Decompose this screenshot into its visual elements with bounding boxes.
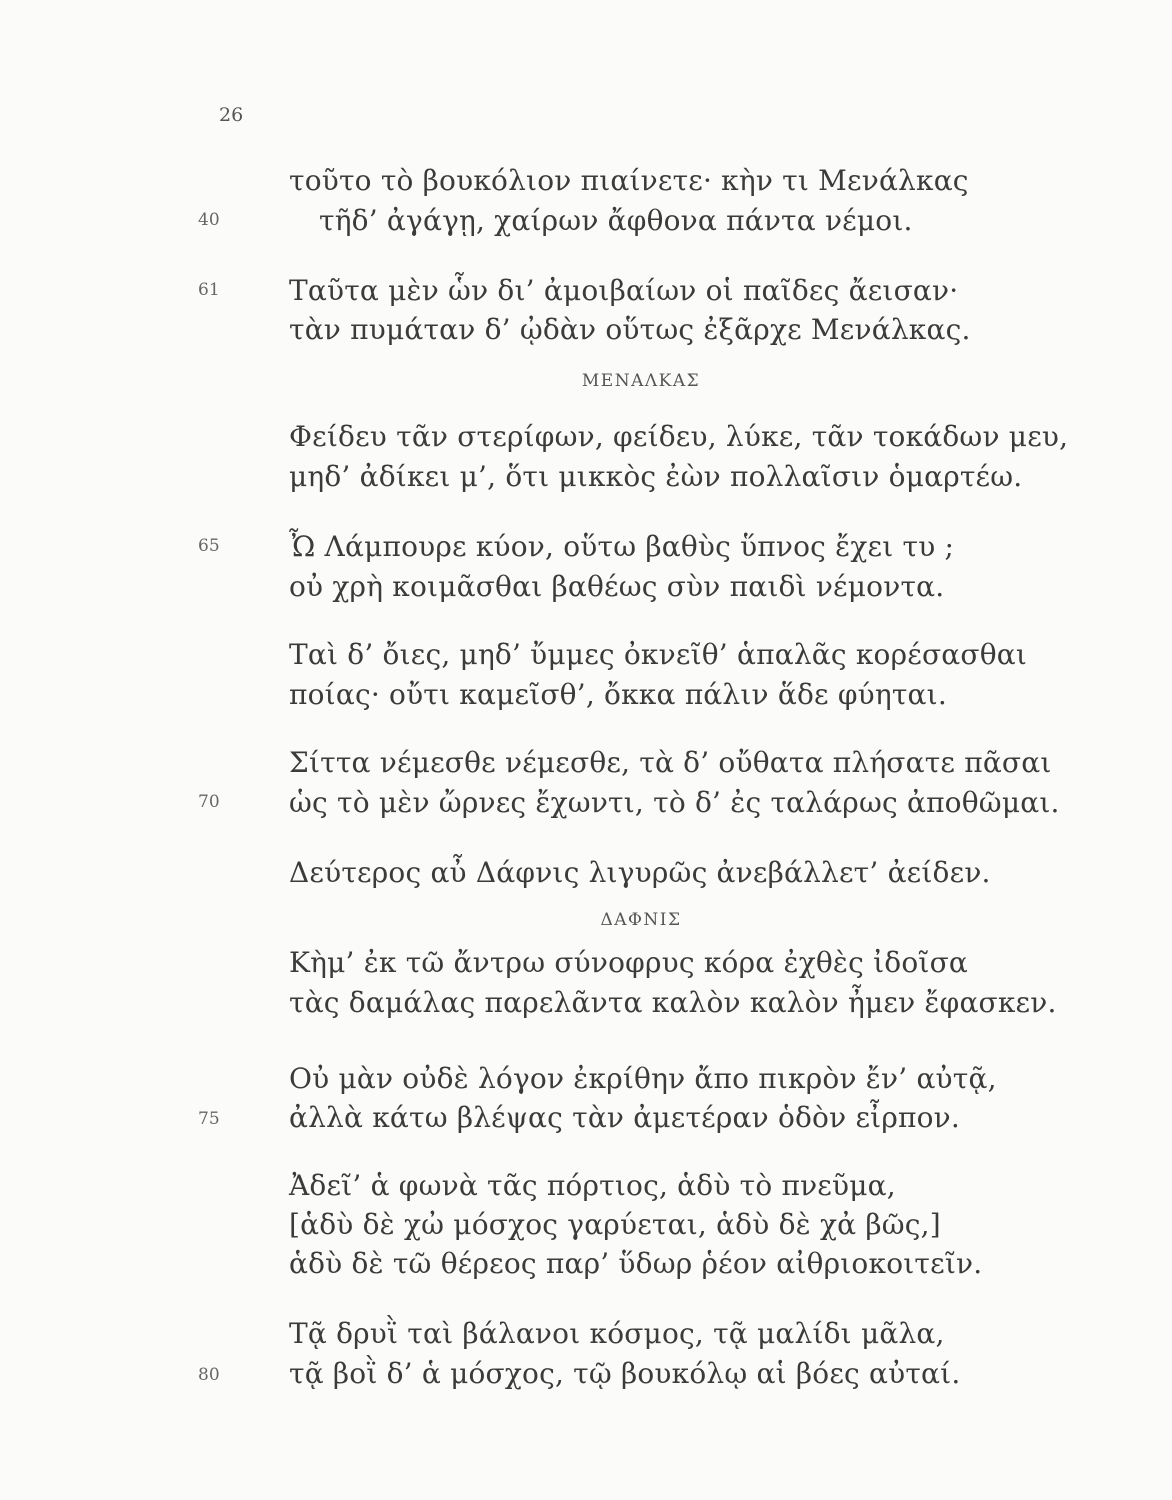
verse-line: Σίττα νέμεσθε νέμεσθε, τὰ δ’ οὔθατα πλήσατε πᾶσαι — [289, 746, 1052, 779]
verse-line: ὡς τὸ μὲν ὤρνες ἔχωντι, τὸ δ’ ἐς ταλάρως ἀποθῶμαι. — [289, 786, 1060, 819]
verse-line: Ταῦτα μὲν ὧν δι’ ἀμοιβαίων οἱ παῖδες ἄεισαν· — [289, 274, 959, 307]
verse-line: μηδ’ ἀδίκει μ’, ὅτι μικκὸς ἐὼν πολλαῖσιν ὁμαρτέω. — [289, 460, 1023, 493]
verse-line: Ταὶ δ’ ὄιες, μηδ’ ὔμμες ὀκνεῖθ’ ἁπαλᾶς κορέσασθαι — [289, 638, 1028, 671]
verse-line: Κὴμ’ ἐκ τῶ ἄντρω σύνοφρυς κόρα ἐχθὲς ἰδοῖσα — [289, 946, 969, 979]
verse-line: Τᾷ δρυῒ ταὶ βάλανοι κόσμος, τᾷ μαλίδι μᾶλα, — [289, 1317, 945, 1350]
line-number-70: 70 — [198, 792, 220, 812]
verse-line: ποίας· οὔτι καμεῖσθ’, ὄκκα πάλιν ἅδε φύηται. — [289, 678, 947, 711]
line-number-75: 75 — [198, 1109, 220, 1129]
verse-line: τῆδ’ ἀγάγῃ, χαίρων ἄφθονα πάντα νέμοι. — [319, 204, 913, 237]
verse-line: Δεύτερος αὖ Δάφνις λιγυρῶς ἀνεβάλλετ’ ἀείδεν. — [289, 856, 991, 889]
line-number-65: 65 — [198, 536, 220, 556]
page-number: 26 — [219, 104, 244, 126]
line-number-80: 80 — [198, 1365, 220, 1385]
verse-line: ἀλλὰ κάτω βλέψας τὰν ἀμετέραν ὁδὸν εἶρπον. — [289, 1101, 960, 1134]
line-number-61: 61 — [198, 280, 220, 300]
verse-line: τοῦτο τὸ βουκόλιον πιαίνετε· κὴν τι Μενάλκας — [289, 164, 969, 197]
verse-line: ἁδὺ δὲ τῶ θέρεος παρ’ ὕδωρ ῥέον αἰθριοκοιτεῖν. — [289, 1247, 983, 1280]
verse-line: [ἁδὺ δὲ χὠ μόσχος γαρύεται, ἁδὺ δὲ χἀ βῶς,] — [289, 1208, 941, 1241]
verse-line: οὐ χρὴ κοιμᾶσθαι βαθέως σὺν παιδὶ νέμοντα. — [289, 570, 945, 603]
verse-line: Φείδευ τᾶν στερίφων, φείδευ, λύκε, τᾶν τοκάδων μευ, — [289, 420, 1069, 453]
verse-line: τᾷ βοῒ δ’ ἁ μόσχος, τῷ βουκόλῳ αἱ βόες αὐταί. — [289, 1357, 961, 1390]
verse-line: Ἀδεῖ’ ἁ φωνὰ τᾶς πόρτιος, ἁδὺ τὸ πνεῦμα, — [289, 1169, 896, 1202]
line-number-40: 40 — [198, 210, 220, 230]
verse-line: Οὐ μὰν οὐδὲ λόγον ἐκρίθην ἄπο πικρὸν ἔν’ αὐτᾷ, — [289, 1062, 997, 1095]
verse-line: τὰν πυμάταν δ’ ᾠδὰν οὕτως ἐξᾶρχε Μενάλκας. — [289, 313, 971, 346]
verse-line: τὰς δαμάλας παρελᾶντα καλὸν καλὸν ἦμεν ἔφασκεν. — [289, 986, 1057, 1019]
speaker-heading-menalkas: ΜΕΝΑΛΚΑΣ — [581, 371, 701, 391]
verse-line: Ὦ Λάμπουρε κύον, οὕτω βαθὺς ὕπνος ἔχει τυ ; — [289, 530, 955, 563]
speaker-heading-daphnis: ΔΑΦΝΙΣ — [600, 910, 682, 930]
